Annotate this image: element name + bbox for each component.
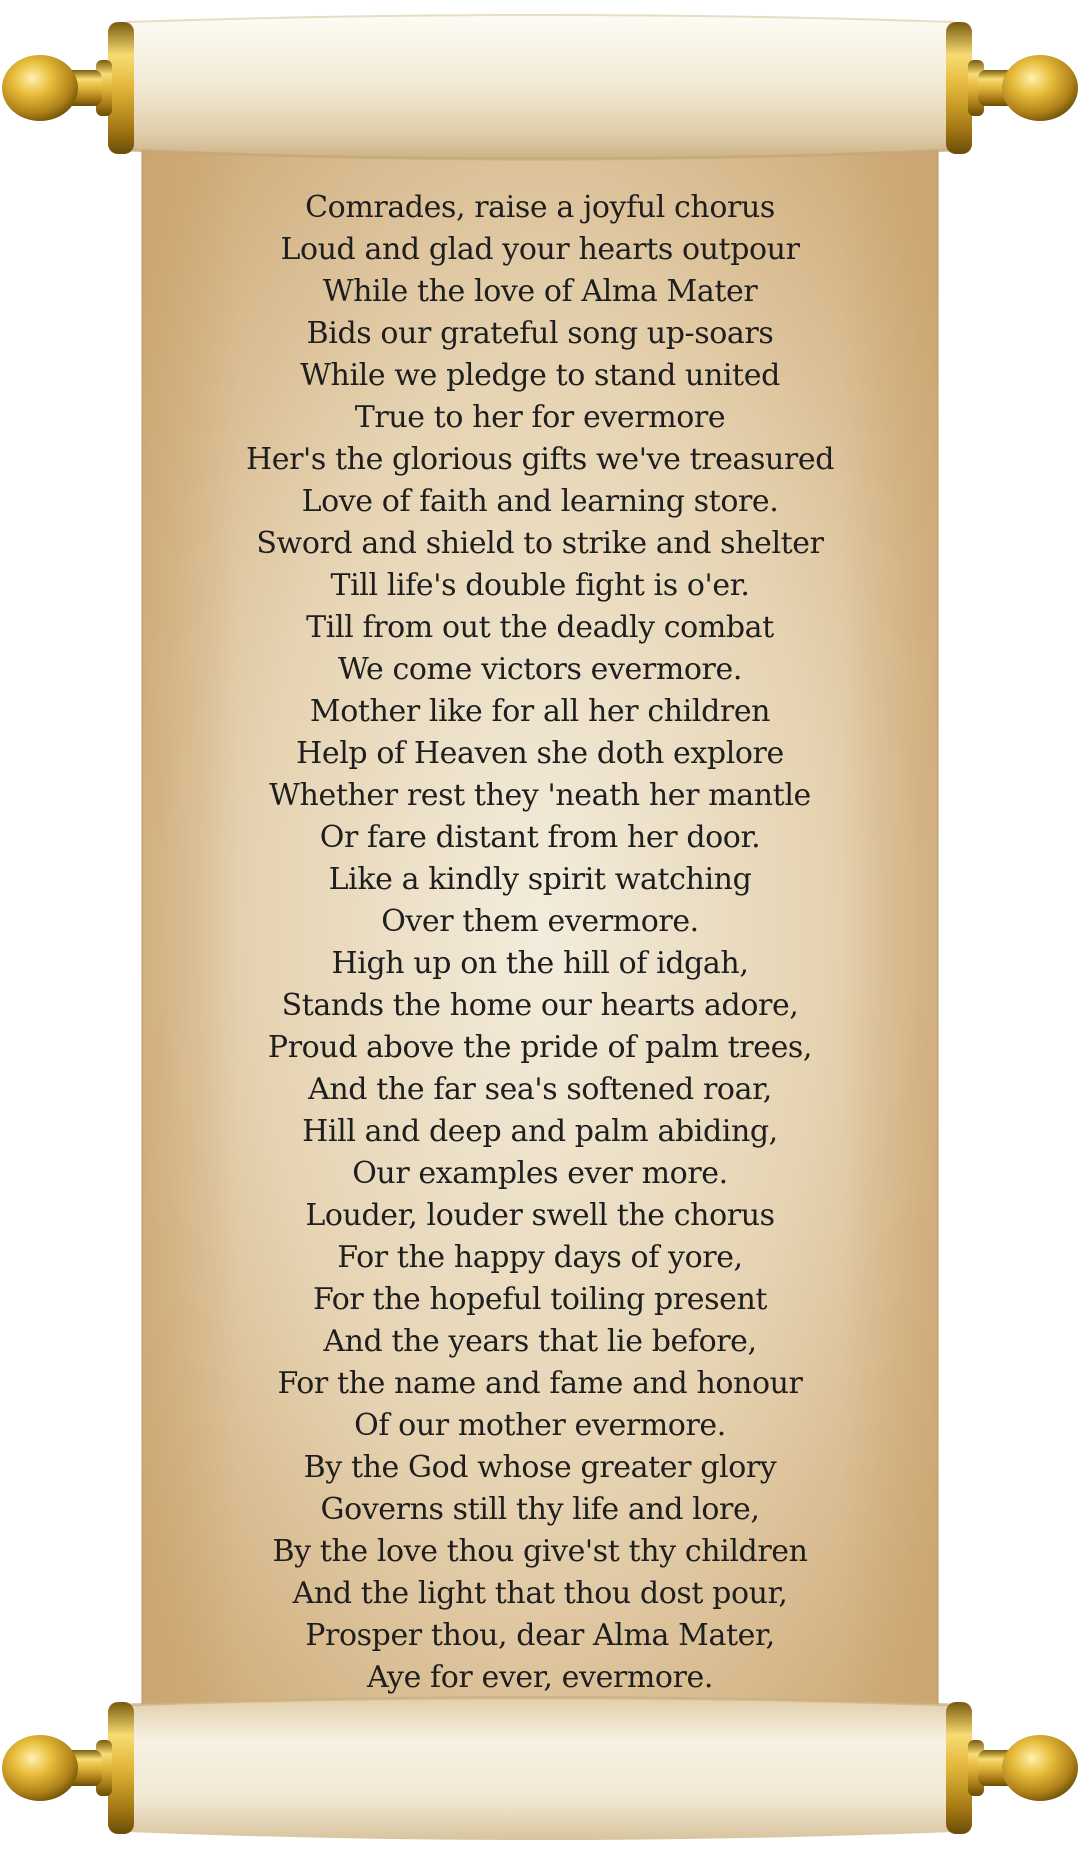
poem-line: Mother like for all her children [309,694,771,729]
poem-line: High up on the hill of idgah, [331,946,749,981]
poem-line: Comrades, raise a joyful chorus [305,190,775,225]
top-right-handle [946,22,1078,154]
poem-line: For the hopeful toiling present [312,1282,768,1317]
poem-line: And the years that lie before, [323,1324,757,1359]
poem-line: Aye for ever, evermore. [366,1660,714,1695]
poem-line: Help of Heaven she doth explore [296,736,784,771]
top-roll [126,15,954,159]
poem-line: For the happy days of yore, [337,1240,743,1275]
top-left-handle [2,22,134,154]
poem-line: Proud above the pride of palm trees, [267,1030,813,1065]
poem-line: Love of faith and learning store. [301,484,779,519]
poem-line: Of our mother evermore. [354,1408,726,1443]
poem-line: And the far sea's softened roar, [308,1072,772,1107]
poem-line: Bids our grateful song up-soars [306,316,774,351]
bottom-left-handle [2,1702,134,1834]
poem-line: Our examples ever more. [352,1156,728,1191]
poem-line: Governs still thy life and lore, [320,1492,760,1527]
bottom-roll [126,1698,954,1841]
bottom-right-handle [946,1702,1078,1834]
poem-line: True to her for evermore [354,400,726,435]
poem-line: Over them evermore. [381,904,699,939]
poem-line: Sword and shield to strike and shelter [256,526,824,561]
poem-line: While the love of Alma Mater [322,274,758,309]
poem-line: Loud and glad your hearts outpour [280,232,800,267]
poem-line: Prosper thou, dear Alma Mater, [305,1618,775,1653]
poem-line: By the love thou give'st thy children [272,1534,808,1569]
poem-line: Hill and deep and palm abiding, [302,1114,778,1149]
poem-line: Like a kindly spirit watching [328,862,752,897]
poem-line: Stands the home our hearts adore, [281,988,799,1023]
poem-line: We come victors evermore. [338,652,742,687]
poem-text [0,187,1080,1699]
poem-line: And the light that thou dost pour, [292,1576,788,1611]
poem-line: Her's the glorious gifts we've treasured [245,442,835,477]
poem-line: Whether rest they 'neath her mantle [269,778,811,813]
poem-line: By the God whose greater glory [303,1450,777,1485]
poem-line: Or fare distant from her door. [319,820,761,855]
poem-line: Till life's double fight is o'er. [330,568,750,603]
poem-line: While we pledge to stand united [300,358,780,393]
poem-line: For the name and fame and honour [277,1366,803,1401]
poem-line: Louder, louder swell the chorus [305,1198,775,1233]
poem-line: Till from out the deadly combat [306,610,774,645]
